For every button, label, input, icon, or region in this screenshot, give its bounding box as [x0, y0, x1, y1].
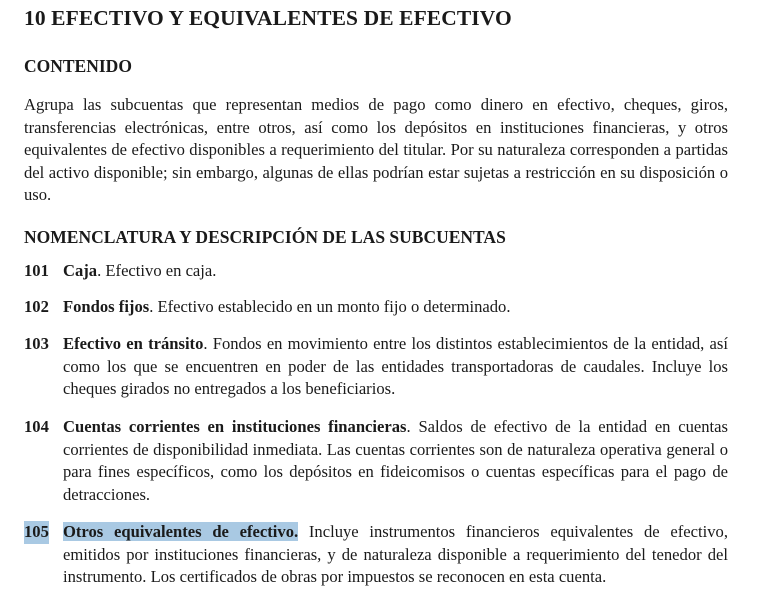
- subcuenta-description: . Saldos de efectivo de la entidad en cuentas corrientes de disponibilidad inmediata. Las cuentas corrientes son de naturaleza operativa general o para fines específicos, como los depósitos en fideicomisos o cuentas específicas para el pago de detracciones.: [63, 417, 728, 504]
- subcuenta-103: [24, 333, 728, 401]
- subcuenta-description: . Efectivo establecido en un monto fijo o determinado.: [149, 297, 511, 316]
- subcuenta-description: Incluye instrumentos financieros equivalentes de efectivo, emitidos por instituciones financieras, y de naturaleza disponible a requerimiento del tenedor del instrumento. Los certificados de obras por impuestos se reconocen en esta cuenta.: [63, 522, 728, 587]
- subcuenta-text: [63, 333, 728, 401]
- subcuenta-text: [63, 296, 728, 319]
- subcuenta-name: Otros equivalentes de efectivo: [63, 522, 294, 541]
- subcuenta-code: 101: [24, 261, 49, 280]
- document-title: 10 EFECTIVO Y EQUIVALENTES DE EFECTIVO: [24, 6, 512, 30]
- subcuenta-code: 102: [24, 297, 49, 316]
- subcuenta-name: Cuentas corrientes en instituciones financieras: [63, 417, 407, 436]
- subcuenta-105: [24, 521, 728, 589]
- subcuenta-description: . Fondos en movimiento entre los distintos establecimientos de la entidad, así como los que se encuentren en poder de las entidades transportadoras de caudales. Incluye los cheques girados no entregados a los beneficiarios.: [63, 334, 728, 399]
- subcuenta-code: 103: [24, 334, 49, 353]
- subcuenta-name: Caja: [63, 261, 98, 280]
- subcuenta-text: [63, 416, 728, 506]
- nomenclatura-heading: NOMENCLATURA Y DESCRIPCIÓN DE LAS SUBCUENTAS: [24, 227, 506, 247]
- subcuenta-name-highlighted[interactable]: Otros equivalentes de efectivo.: [63, 522, 299, 541]
- contenido-heading: CONTENIDO: [24, 56, 132, 76]
- subcuenta-102: [24, 296, 728, 319]
- subcuenta-code: 104: [24, 417, 49, 436]
- subcuenta-text: [63, 521, 728, 589]
- subcuenta-description: . Efectivo en caja.: [97, 261, 217, 280]
- subcuenta-104: [24, 416, 728, 506]
- subcuenta-101: [24, 260, 728, 283]
- subcuenta-name: Fondos fijos: [63, 297, 150, 316]
- subcuenta-name: Efectivo en tránsito: [63, 334, 204, 353]
- subcuenta-code-highlighted[interactable]: 105: [24, 521, 49, 544]
- subcuenta-text: [63, 260, 728, 283]
- contenido-paragraph: Agrupa las subcuentas que representan medios de pago como dinero en efectivo, cheques, giros, transferencias electrónicas, entre otros, así como los depósitos en instituciones financieras, y otros equivalentes de efectivo disponibles a requerimiento del titular. Por su naturaleza corresponden a partidas del activo disponible; sin embargo, algunas de ellas podrían estar sujetas a restricción en su disposición o uso.: [24, 95, 728, 205]
